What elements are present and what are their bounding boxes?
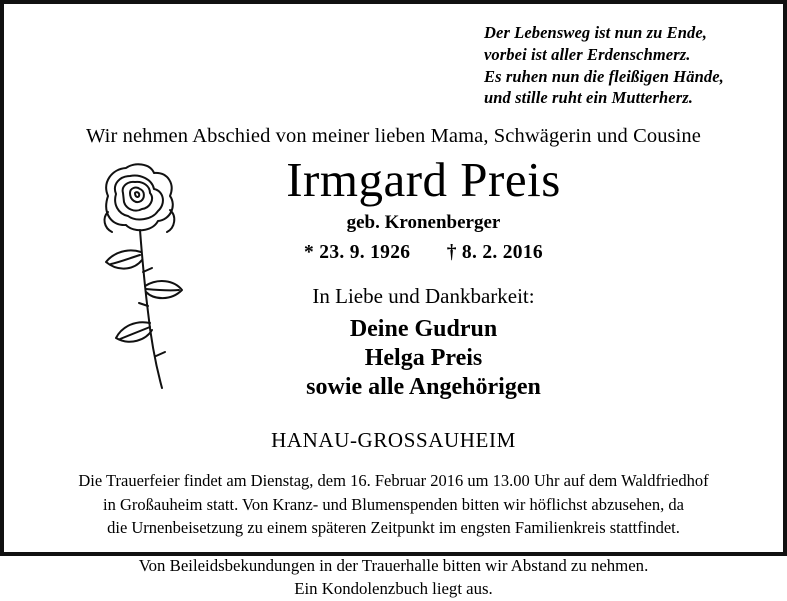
place-name: HANAU-GROSSAUHEIM (271, 428, 516, 453)
ceremony-line: die Urnenbeisetzung zu einem späteren Zeitpunkt im engsten Familienkreis stattfindet. (107, 518, 680, 538)
survivor-name: Helga Preis (364, 344, 483, 371)
deceased-name: Irmgard Preis (286, 152, 561, 208)
rose-icon (78, 160, 198, 395)
dedication-text: In Liebe und Dankbarkeit: (312, 283, 535, 308)
verse-line: Der Lebensweg ist nun zu Ende, (484, 23, 708, 42)
closing-line: Ein Kondolenzbuch liegt aus. (294, 579, 493, 599)
closing-note (26, 554, 761, 601)
verse-line: und stille ruht ein Mutterherz. (484, 88, 693, 108)
main-content (26, 154, 761, 402)
ceremony-line: Die Trauerfeier findet am Dienstag, dem 16. Februar 2016 um 13.00 Uhr auf dem Waldfriedhof (78, 471, 709, 491)
maiden-name: geb. Kronenberger (346, 211, 501, 233)
closing-line: Von Beileidsbekundungen in der Trauerhalle bitten wir Abstand zu nehmen. (138, 555, 649, 575)
death-date: † 8. 2. 2016 (446, 241, 543, 263)
birth-date: * 23. 9. 1926 (304, 241, 411, 263)
verse-line: Es ruhen nun die fleißigen Hände, (484, 66, 724, 86)
ceremony-line: in Großauheim statt. Von Kranz- und Blumenspenden bitten wir höflichst abzusehen, da (103, 494, 684, 514)
intro-text: Wir nehmen Abschied von meiner lieben Mama, Schwägerin und Cousine (86, 125, 701, 148)
verse-line: vorbei ist aller Erdenschmerz. (484, 44, 691, 64)
survivor-name: Deine Gudrun (349, 315, 498, 342)
survivor-name: sowie alle Angehörigen (306, 374, 541, 401)
ceremony-details (26, 469, 761, 539)
memorial-verse (484, 22, 761, 109)
